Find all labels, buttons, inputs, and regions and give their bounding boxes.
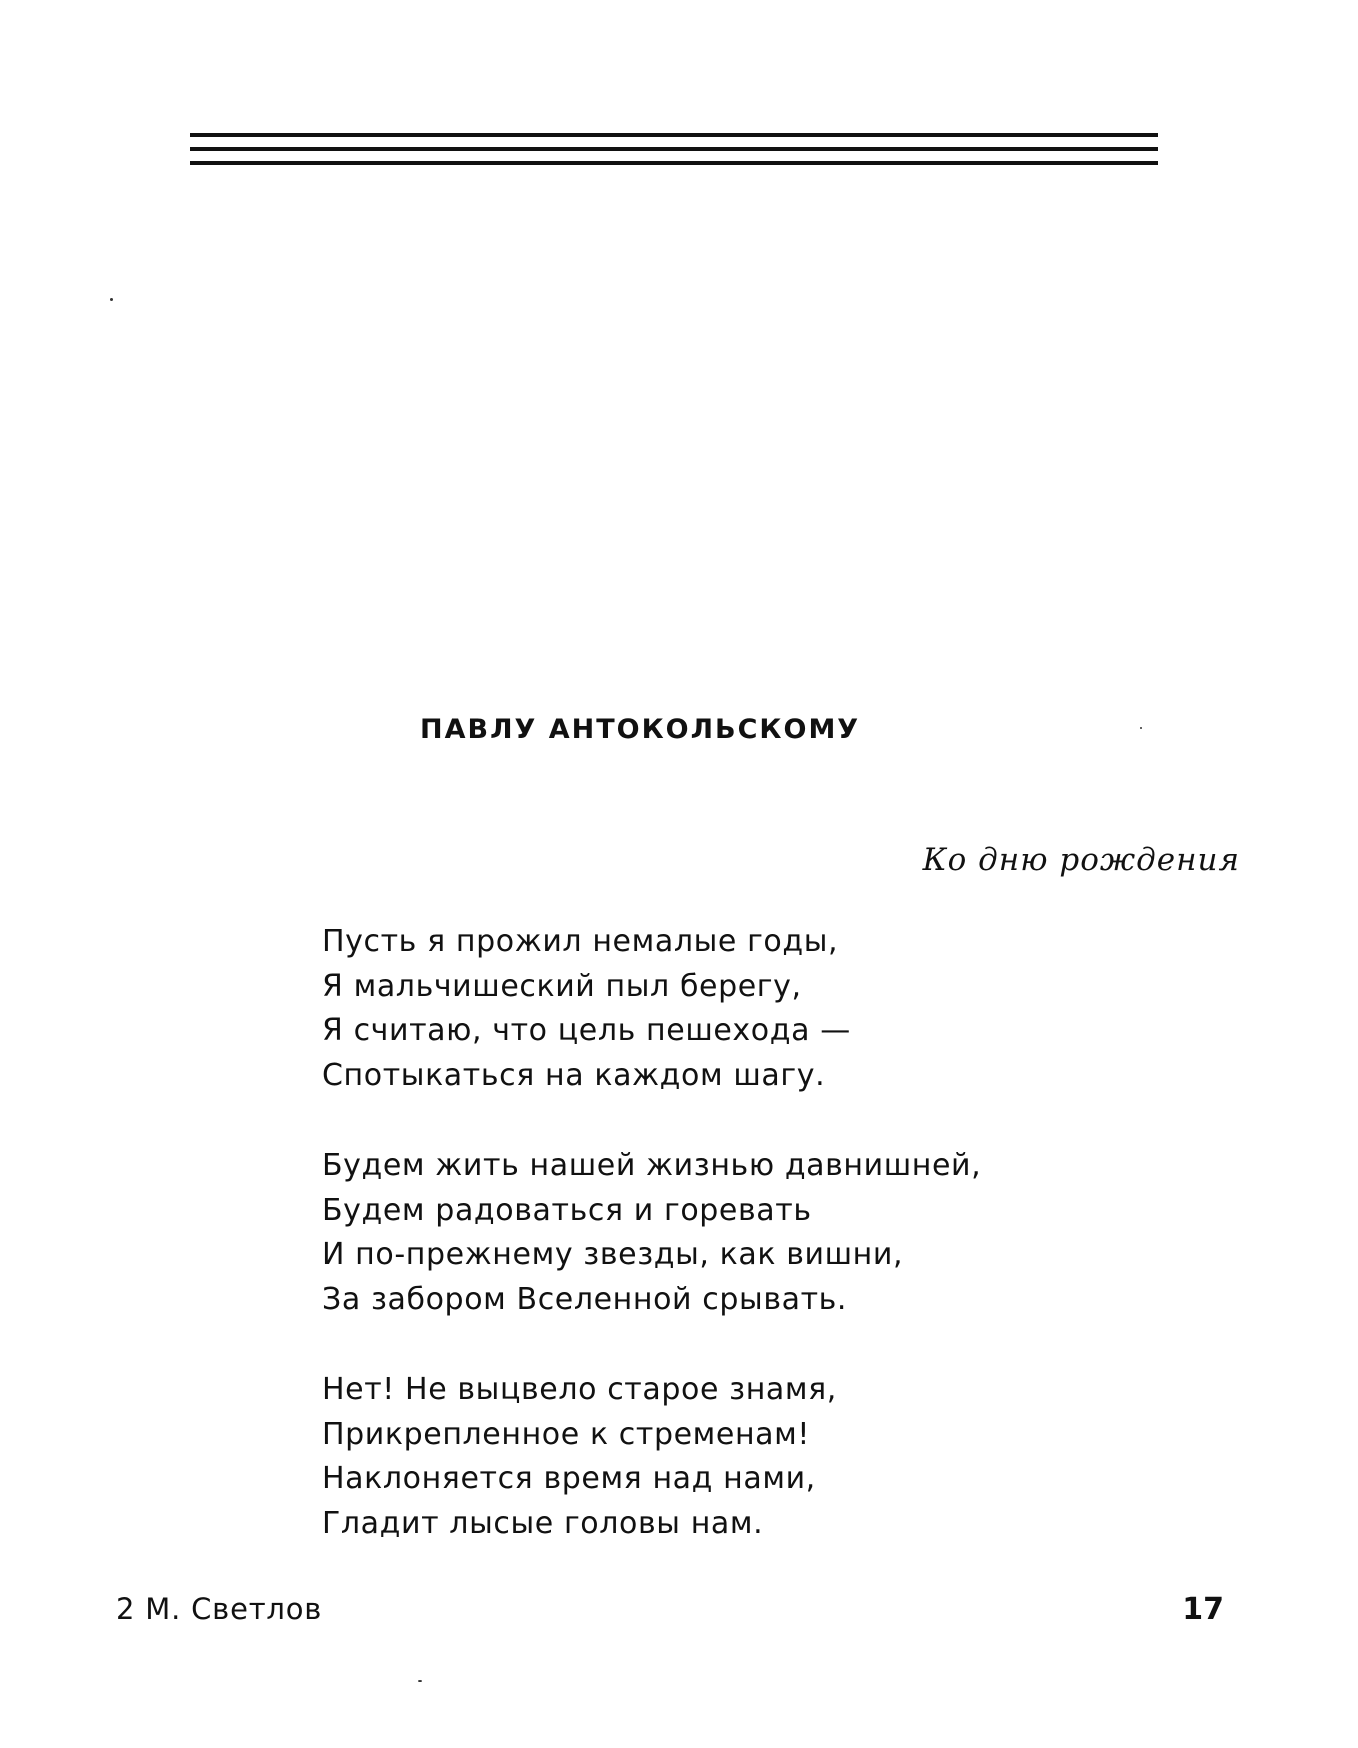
- poem-line: Прикрепленное к стременам!: [322, 1416, 811, 1452]
- page-number: 17: [1182, 1592, 1224, 1627]
- footer-signature: 2 М. Светлов: [116, 1592, 323, 1626]
- poem-line: Спотыкаться на каждом шагу.: [322, 1057, 826, 1093]
- stanza-3: [322, 1368, 981, 1546]
- poem-line: Пусть я прожил немалые годы,: [322, 924, 839, 959]
- poem-dedication: Ко дню рождения: [922, 842, 1240, 878]
- stanza-1: [322, 920, 981, 1098]
- poem-line: Я считаю, что цель пешехода —: [322, 1013, 851, 1048]
- poem-line: Наклоняется время над нами,: [322, 1461, 816, 1496]
- poem-line: За забором Вселенной срывать.: [322, 1281, 848, 1317]
- poem-line: Будем жить нашей жизнью давнишней,: [322, 1148, 982, 1183]
- header-rules: [190, 133, 1158, 175]
- poem-line: Я мальчишеский пыл берегу,: [322, 968, 802, 1004]
- poem-line: Нет! Не выцвело старое знамя,: [322, 1372, 837, 1407]
- header-rule-3: [190, 161, 1158, 165]
- print-speck: [1140, 727, 1142, 729]
- poem-line: Будем радоваться и горевать: [322, 1192, 812, 1228]
- print-speck: [418, 1680, 422, 1682]
- poem-line: Гладит лысые головы нам.: [322, 1505, 764, 1541]
- header-rule-1: [190, 133, 1158, 137]
- poem-line: И по-прежнему звезды, как вишни,: [322, 1237, 904, 1272]
- poem-body: [322, 920, 981, 1592]
- stanza-2: [322, 1144, 981, 1322]
- print-speck: [110, 298, 113, 301]
- poem-title: ПАВЛУ АНТОКОЛЬСКОМУ: [420, 714, 861, 745]
- header-rule-2: [190, 147, 1158, 151]
